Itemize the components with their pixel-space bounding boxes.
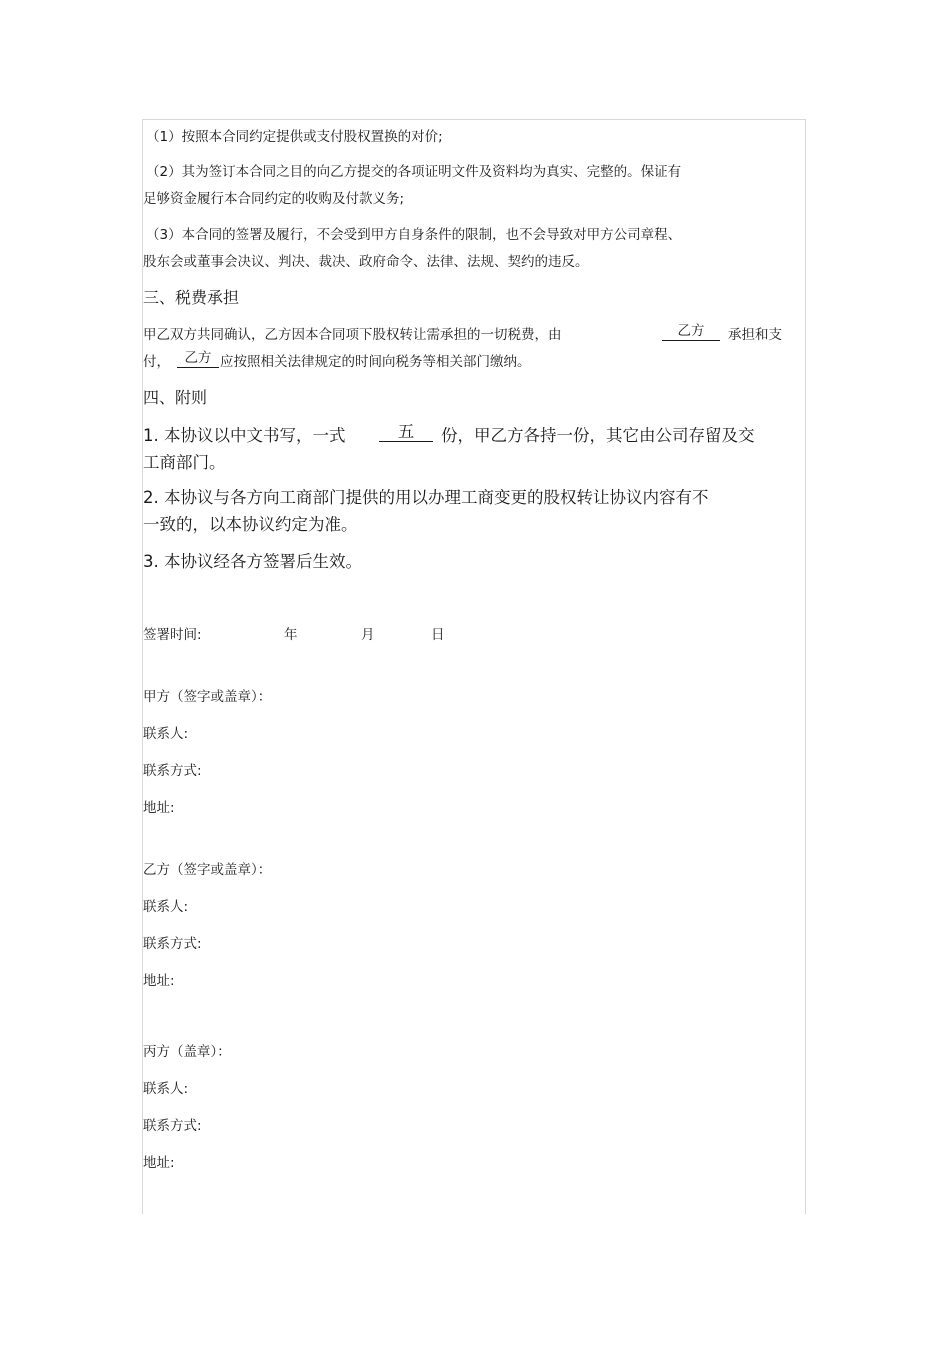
tax-line-2-blank-wrap	[177, 350, 219, 368]
signing-year: 年	[284, 627, 298, 643]
party-b-title: 乙方（签字或盖章）：	[143, 862, 272, 878]
tax-payer-blank: 乙方	[662, 323, 720, 341]
copies-count-blank: 五	[379, 422, 433, 442]
party-a-contact: 联系人:	[143, 726, 189, 742]
party-a-phone: 联系方式:	[143, 763, 202, 779]
annex-item-2-line-1: 2. 本协议与各方向工商部门提供的用以办理工商变更的股权转让协议内容有不	[143, 488, 709, 507]
tax-line-1-blank	[662, 323, 720, 341]
annex-item-2-line-2: 一致的，以本协议约定为准。	[143, 515, 358, 534]
party-c-contact: 联系人:	[143, 1081, 189, 1097]
clause-2-item-3-line-2: 股东会或董事会决议、判决、裁决、政府命令、法律、法规、契约的违反。	[143, 254, 589, 270]
section-3-heading: 三、税费承担	[143, 288, 240, 307]
clause-2-item-1: （1）按照本合同约定提供或支付股权置换的对价;	[146, 129, 443, 145]
signing-time-label: 签署时间:	[143, 627, 202, 643]
signing-month: 月	[361, 627, 375, 643]
tax-line-1-text: 甲乙双方共同确认，乙方因本合同项下股权转让需承担的一切税费，由	[143, 327, 562, 343]
page-frame	[142, 119, 806, 1214]
party-c-phone: 联系方式:	[143, 1118, 202, 1134]
clause-2-item-2-line-2: 足够资金履行本合同约定的收购及付款义务;	[143, 191, 405, 207]
tax-filer-blank: 乙方	[177, 350, 219, 368]
party-b-contact: 联系人:	[143, 899, 189, 915]
party-c-address: 地址:	[143, 1155, 175, 1171]
party-c-title: 丙方（盖章）：	[143, 1044, 231, 1060]
party-a-title: 甲方（签字或盖章）：	[143, 689, 272, 705]
clause-2-item-2-line-1: （2）其为签订本合同之目的向乙方提交的各项证明文件及资料均为真实、完整的。保证有	[146, 164, 682, 180]
tax-line-2-after: 应按照相关法律规定的时间向税务等相关部门缴纳。	[220, 354, 531, 370]
signing-day: 日	[431, 627, 445, 643]
annex-item-1-line-2: 工商部门。	[143, 453, 226, 472]
party-a-address: 地址:	[143, 800, 175, 816]
annex-item-3: 3. 本协议经各方签署后生效。	[143, 552, 362, 571]
clause-2-item-3-line-1: （3）本合同的签署及履行，不会受到甲方自身条件的限制，也不会导致对甲方公司章程、	[146, 227, 682, 243]
annex-item-1-blank-wrap	[379, 422, 433, 442]
tax-line-1-after: 承担和支	[728, 327, 782, 343]
section-4-heading: 四、附则	[143, 388, 208, 407]
annex-item-1-after: 份，甲乙方各持一份，其它由公司存留及交	[441, 426, 755, 445]
annex-item-1-before: 1. 本协议以中文书写，一式	[143, 426, 346, 445]
party-b-address: 地址:	[143, 973, 175, 989]
tax-line-2-before: 付，	[143, 354, 170, 370]
party-b-phone: 联系方式:	[143, 936, 202, 952]
